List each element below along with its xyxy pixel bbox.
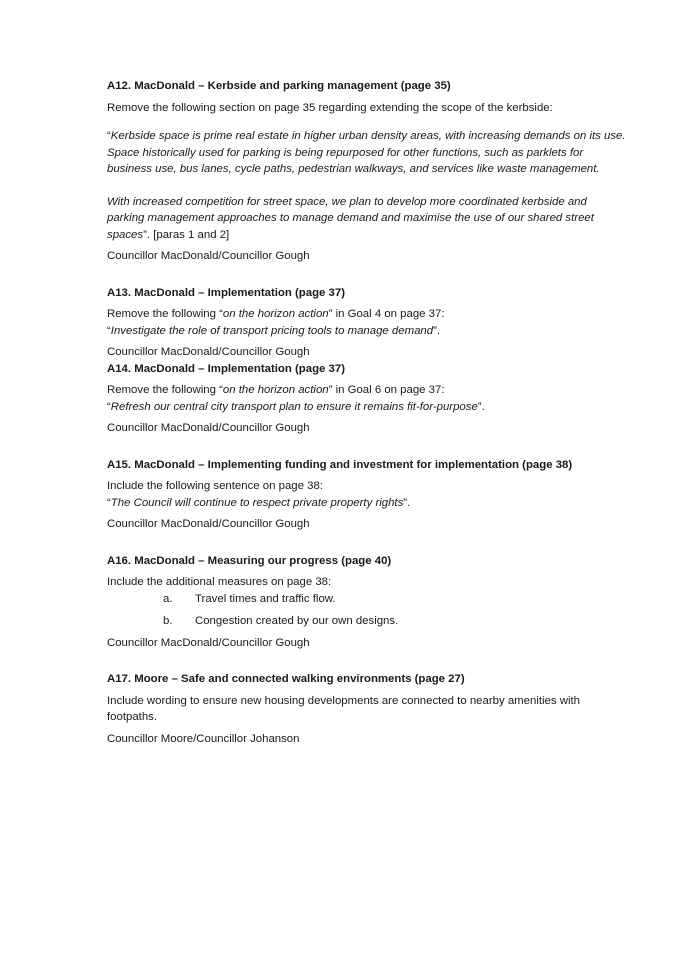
mover-seconder: Councillor MacDonald/Councillor Gough [107, 518, 310, 530]
amendment-a12 [107, 78, 627, 265]
document-page [107, 78, 627, 747]
quote-text: Kerbside space is prime real estate in higher urban density areas, with increasing demands on its use. Space historically used for parking is being repurposed for other functions, such as parklets for business use, bus lanes, cycle paths, pedestrian walkways, and services like waste management. [107, 130, 626, 175]
mover-seconder: Councillor MacDonald/Councillor Gough [107, 422, 310, 434]
open-quote: “ [107, 130, 111, 142]
amendment-line: Remove the following “on the horizon action” in Goal 4 on page 37: [107, 308, 445, 320]
amendment-a14 [107, 361, 627, 437]
quote-text: With increased competition for street space, we plan to develop more coordinated kerbside and parking management approaches to manage demand and maximise the use of our shared street spaces [107, 195, 594, 241]
mover-seconder: Councillor MacDonald/Councillor Gough [107, 250, 310, 262]
amendment-heading: A16. MacDonald – Measuring our progress (page 40) [107, 554, 392, 567]
amendment-a17 [107, 671, 627, 747]
list-item: b. Congestion created by our own designs. [163, 615, 399, 627]
amendment-intro: Include the additional measures on page 38: [107, 576, 332, 588]
amendment-a16 [107, 553, 627, 652]
amendment-a13 [107, 285, 627, 361]
amendment-heading: A14. MacDonald – Implementation (page 37) [107, 362, 345, 375]
amendment-heading: A15. MacDonald – Implementing funding and investment for implementation (page 38) [107, 458, 573, 471]
amendment-heading: A12. MacDonald – Kerbside and parking management (page 35) [107, 80, 451, 92]
list-item: a. Travel times and traffic flow. [163, 592, 336, 605]
amendment-heading: A17. Moore – Safe and connected walking environments (page 27) [107, 673, 465, 685]
amendment-a15 [107, 457, 627, 533]
quote-paragraph-2 [107, 194, 627, 244]
mover-seconder: Councillor Moore/Councillor Johanson [107, 732, 300, 745]
mover-seconder: Councillor MacDonald/Councillor Gough [107, 346, 310, 358]
amendment-body: Include wording to ensure new housing developments are connected to nearby amenities with footpaths. [107, 694, 581, 723]
amendment-line: Include the following sentence on page 38: [107, 480, 323, 492]
quote-paragraph-1 [107, 128, 627, 178]
measures-list [107, 591, 627, 630]
amendment-line: Remove the following “on the horizon action” in Goal 6 on page 37: [107, 384, 445, 396]
amendment-line: “The Council will continue to respect private property rights”. [107, 496, 411, 509]
amendment-line: “Investigate the role of transport pricing tools to manage demand”. [107, 324, 441, 337]
mover-seconder: Councillor MacDonald/Councillor Gough [107, 636, 310, 649]
amendment-heading: A13. MacDonald – Implementation (page 37) [107, 286, 345, 299]
amendment-intro: Remove the following section on page 35 regarding extending the scope of the kerbside: [107, 101, 553, 114]
quote-tail: ”. [paras 1 and 2] [143, 228, 230, 241]
amendment-line: “Refresh our central city transport plan to ensure it remains fit-for-purpose”. [107, 400, 485, 413]
